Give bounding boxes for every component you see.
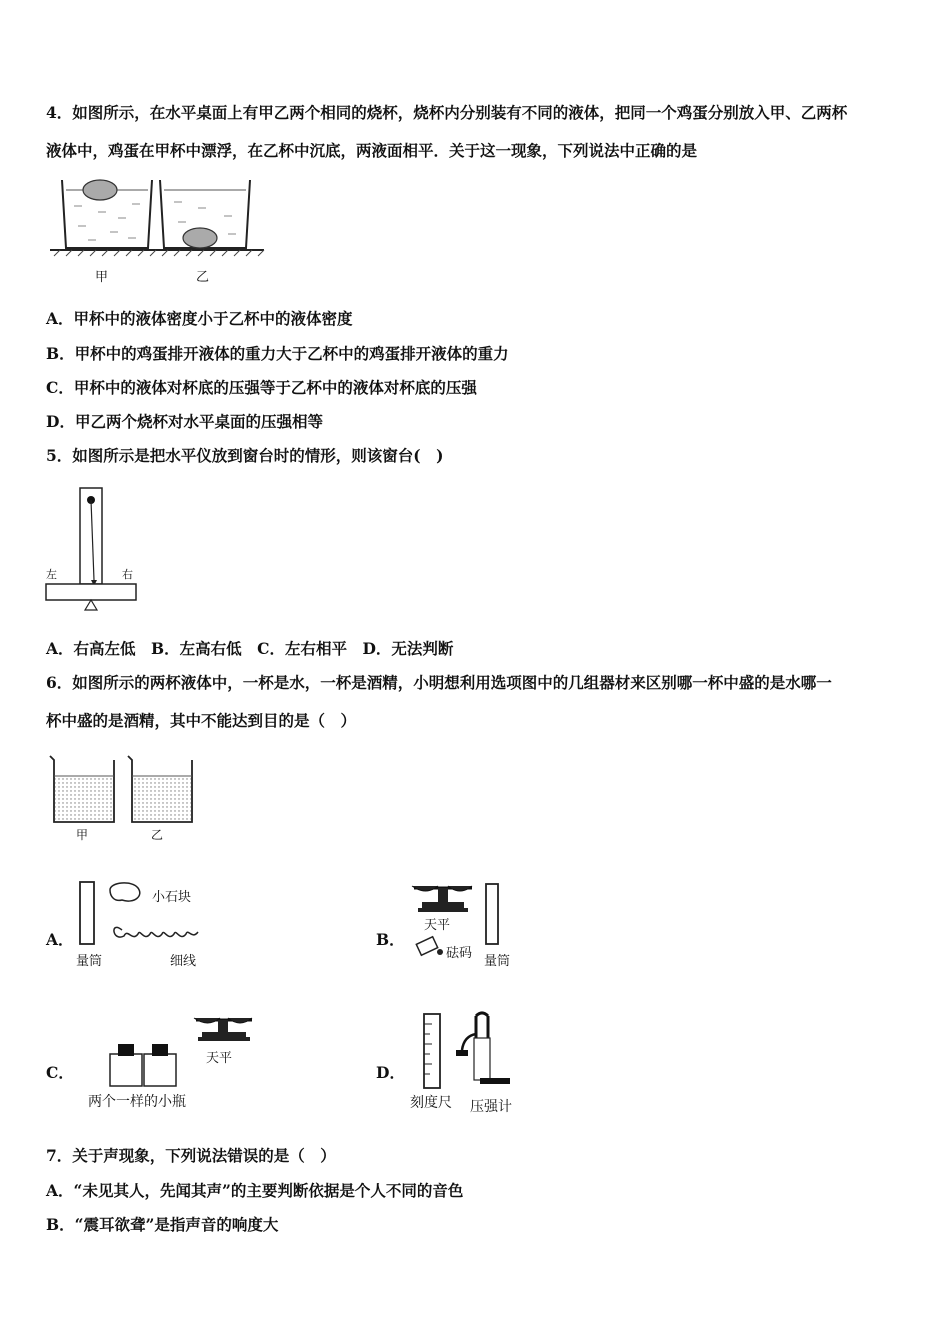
q6-option-b-weights-label: 砝码 (446, 946, 473, 961)
q6-option-b-label: B． (376, 930, 405, 949)
q5-options: A．右高左低 B．左高右低 C．左右相平 D．无法判断 (46, 639, 454, 658)
q6-fig-label-yi: 乙 (151, 828, 164, 842)
q4-stem-line1: 4．如图所示，在水平桌面上有甲乙两个相同的烧杯，烧杯内分别装有不同的液体，把同一个鸡蛋分别放入甲、乙两杯 (46, 103, 848, 122)
q5-fig-label-right: 右 (122, 568, 133, 581)
q5-fig-label-left: 左 (46, 568, 57, 581)
q5-figure-level (44, 486, 144, 616)
q7-stem: 7．关于声现象，下列说法错误的是（ ） (46, 1146, 336, 1165)
q4-option-b: B．甲杯中的鸡蛋排开液体的重力大于乙杯中的鸡蛋排开液体的重力 (46, 344, 509, 363)
q6-option-c-label: C． (46, 1063, 74, 1082)
q6-fig-label-jia: 甲 (76, 828, 89, 842)
q6-option-a-cylinder-label: 量筒 (76, 954, 103, 969)
q6-figure-beakers (46, 754, 206, 826)
q6-option-d-gauge-label: 压强计 (470, 1099, 512, 1115)
q6-option-a-figure (74, 880, 214, 950)
q6-option-b-balance-label: 天平 (424, 918, 451, 933)
q4-fig-label-yi: 乙 (196, 270, 210, 285)
q4-figure-beakers (48, 176, 268, 288)
q7-option-a: A．“未见其人，先闻其声”的主要判断依据是个人不同的音色 (46, 1181, 464, 1200)
q6-option-d-label: D． (376, 1063, 405, 1082)
q6-option-d-ruler-label: 刻度尺 (410, 1095, 452, 1111)
q6-option-b-cylinder-label: 量筒 (484, 954, 511, 969)
q4-fig-label-jia: 甲 (95, 270, 109, 285)
q6-option-c-bottles-label: 两个一样的小瓶 (88, 1094, 186, 1110)
q4-option-d: D．甲乙两个烧杯对水平桌面的压强相等 (46, 412, 323, 431)
q6-option-a-thread-label: 细线 (170, 954, 197, 969)
q4-option-a: A．甲杯中的液体密度小于乙杯中的液体密度 (46, 309, 353, 328)
q4-stem-line2: 液体中，鸡蛋在甲杯中漂浮，在乙杯中沉底，两液面相平．关于这一现象，下列说法中正确的是 (46, 141, 698, 160)
q7-option-b: B．“震耳欲聋”是指声音的响度大 (46, 1215, 279, 1234)
q6-option-a-label: A． (46, 930, 74, 949)
q6-stem-line1: 6．如图所示的两杯液体中，一杯是水，一杯是酒精，小明想利用选项图中的几组器材来区别哪一杯中盛的是水哪一 (46, 673, 832, 692)
q6-option-d-figure (416, 1010, 526, 1092)
q6-option-c-balance-label: 天平 (206, 1051, 233, 1066)
q6-stem-line2: 杯中盛的是酒精，其中不能达到目的是（ ） (46, 711, 357, 730)
q4-option-c: C．甲杯中的液体对杯底的压强等于乙杯中的液体对杯底的压强 (46, 378, 477, 397)
q5-stem: 5．如图所示是把水平仪放到窗台时的情形，则该窗台( ) (46, 446, 444, 465)
q6-option-a-stone-label: 小石块 (152, 890, 192, 905)
q6-option-c-figure (104, 1012, 264, 1088)
